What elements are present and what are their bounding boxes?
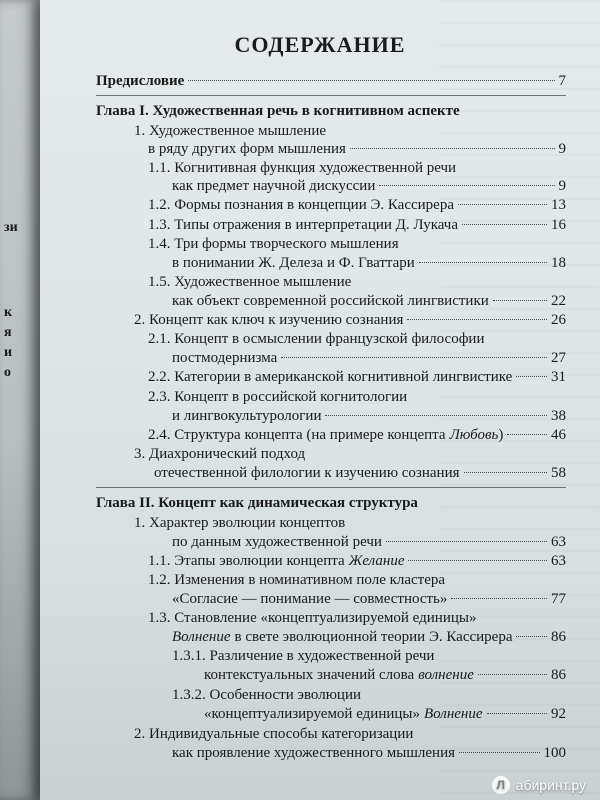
entry-title-cont: «Согласие — понимание — совместность» (172, 591, 448, 607)
page-number: 13 (551, 197, 566, 213)
page-number: 9 (558, 178, 566, 194)
entry-title: 3. Диахронический подход (134, 446, 306, 462)
adjacent-page-text: о (4, 365, 11, 380)
page-number: 18 (551, 255, 566, 271)
entry-title: 2.2. Категории в американской когнитивной лингвистике (148, 369, 513, 385)
adjacent-page-text: я (4, 325, 12, 340)
entry-title-cont: как проявление художественного мышления (172, 745, 455, 761)
page-number: 22 (551, 293, 566, 309)
toc-entry (148, 366, 566, 388)
divider (96, 95, 566, 96)
leader-dots (407, 319, 547, 320)
leader-dots (464, 472, 547, 473)
leader-dots (478, 674, 547, 675)
page-number: 63 (551, 534, 566, 550)
toc-entry (172, 742, 566, 764)
entry-title-italic: Волнение (424, 706, 483, 722)
watermark-logo (492, 776, 586, 794)
entry-title-cont: контекстуальных значений слова (204, 667, 415, 683)
page-number: 58 (551, 465, 566, 481)
leader-dots (408, 560, 547, 561)
leader-dots (487, 713, 547, 714)
entry-title-italic: Любовь (449, 427, 499, 443)
entry-title: 2. Индивидуальные способы категоризации (134, 726, 414, 742)
toc-entry (154, 462, 566, 484)
labyrinth-logo-icon: Л (492, 776, 510, 794)
leader-dots (451, 598, 547, 599)
entry-title-cont: «концептуализируемой единицы» (204, 706, 420, 722)
adjacent-page-text: к (4, 305, 13, 320)
entry-title: 1. Характер эволюции концептов (134, 515, 346, 531)
page-number: 63 (551, 553, 566, 569)
toc-entry (204, 664, 566, 686)
table-of-contents (40, 0, 600, 800)
adjacent-page-edge (0, 0, 40, 800)
leader-dots (459, 752, 540, 753)
entry-title: 1.3.1. Различение в художественной речи (172, 648, 435, 664)
entry-title: 1.3. Становление «концептуализируемой единицы» (148, 610, 477, 626)
page-number: 38 (551, 408, 566, 424)
page-number: 7 (558, 73, 566, 89)
leader-dots (458, 204, 547, 205)
page-number: 100 (543, 745, 566, 761)
page-number: 26 (551, 312, 566, 328)
leader-dots (507, 434, 547, 435)
entry-title: 1.2. Изменения в номинативном поле кластера (148, 572, 446, 588)
entry-title-cont: в ряду других форм мышления (148, 141, 346, 157)
entry-title: 1.1. Когнитивная функция художественной речи (148, 160, 457, 176)
toc-entry-preface (96, 70, 566, 92)
page-title: СОДЕРЖАНИЕ (234, 32, 406, 57)
leader-dots (188, 80, 554, 81)
page-number: 31 (551, 369, 566, 385)
entry-title-cont: в свете эволюционной теории Э. Кассирера (234, 629, 513, 645)
page-number: 46 (551, 427, 566, 443)
toc-chapter-1 (96, 100, 566, 122)
leader-dots (516, 376, 547, 377)
leader-dots (462, 224, 547, 225)
entry-title-italic: волнение (418, 667, 474, 683)
entry-title: 2.1. Концепт в осмыслении французской философии (148, 331, 485, 347)
entry-title-cont: постмодернизма (172, 350, 278, 366)
entry-title-cont: по данным художественной речи (172, 534, 382, 550)
adjacent-page-text: зи (4, 220, 18, 235)
leader-dots (379, 185, 554, 186)
divider (96, 487, 566, 488)
entry-title-cont: как предмет научной дискуссии (172, 178, 376, 194)
page-number: 77 (551, 591, 566, 607)
toc-chapter-2 (96, 492, 566, 514)
leader-dots (281, 357, 547, 358)
chapter-title: Глава I. Художественная речь в когнитивном аспекте (96, 103, 460, 119)
entry-title: 1.1. Этапы эволюции концепта (148, 553, 345, 569)
leader-dots (350, 148, 555, 149)
leader-dots (386, 541, 547, 542)
entry-title: 1.5. Художественное мышление (148, 274, 352, 290)
chapter-title: Глава II. Концепт как динамическая структура (96, 495, 418, 511)
book-page (40, 0, 600, 800)
leader-dots (493, 300, 547, 301)
adjacent-page-text: и (4, 345, 13, 360)
leader-dots (325, 415, 547, 416)
entry-title: 1. Художественное мышление (134, 123, 327, 139)
page-number: 86 (551, 629, 566, 645)
entry-title: 2.3. Концепт в российской когнитологии (148, 389, 408, 405)
entry-title: 1.2. Формы познания в концепции Э. Кассирера (148, 197, 454, 213)
page-number: 92 (551, 706, 566, 722)
entry-title: 1.3.2. Особенности эволюции (172, 687, 361, 703)
entry-title-italic: Желание (348, 553, 405, 569)
leader-dots (516, 636, 547, 637)
entry-title-cont: как объект современной российской лингвистики (172, 293, 489, 309)
entry-title: 2. Концепт как ключ к изучению сознания (134, 312, 404, 328)
entry-title-cont: и лингвокультурологии (172, 408, 322, 424)
entry-title-italic: Волнение (172, 629, 231, 645)
leader-dots (419, 262, 547, 263)
toc-entry (204, 703, 566, 725)
entry-title-cont: отечественной филологии к изучению сознания (154, 465, 460, 481)
entry-title: Предисловие (96, 73, 185, 89)
toc-entry (148, 194, 566, 216)
page-number: 27 (551, 350, 566, 366)
page-number: 9 (558, 141, 566, 157)
entry-title: 1.3. Типы отражения в интерпретации Д. Лукача (148, 217, 459, 233)
page-number: 16 (551, 217, 566, 233)
entry-title: 1.4. Три формы творческого мышления (148, 236, 399, 252)
watermark-text: абиринт.ру (515, 777, 586, 793)
entry-title: 2.4. Структура концепта (на примере концепта (148, 427, 446, 443)
page-number: 86 (551, 667, 566, 683)
entry-title-tail: ) (498, 427, 504, 443)
entry-title-cont: в понимании Ж. Делеза и Ф. Гваттари (172, 255, 415, 271)
